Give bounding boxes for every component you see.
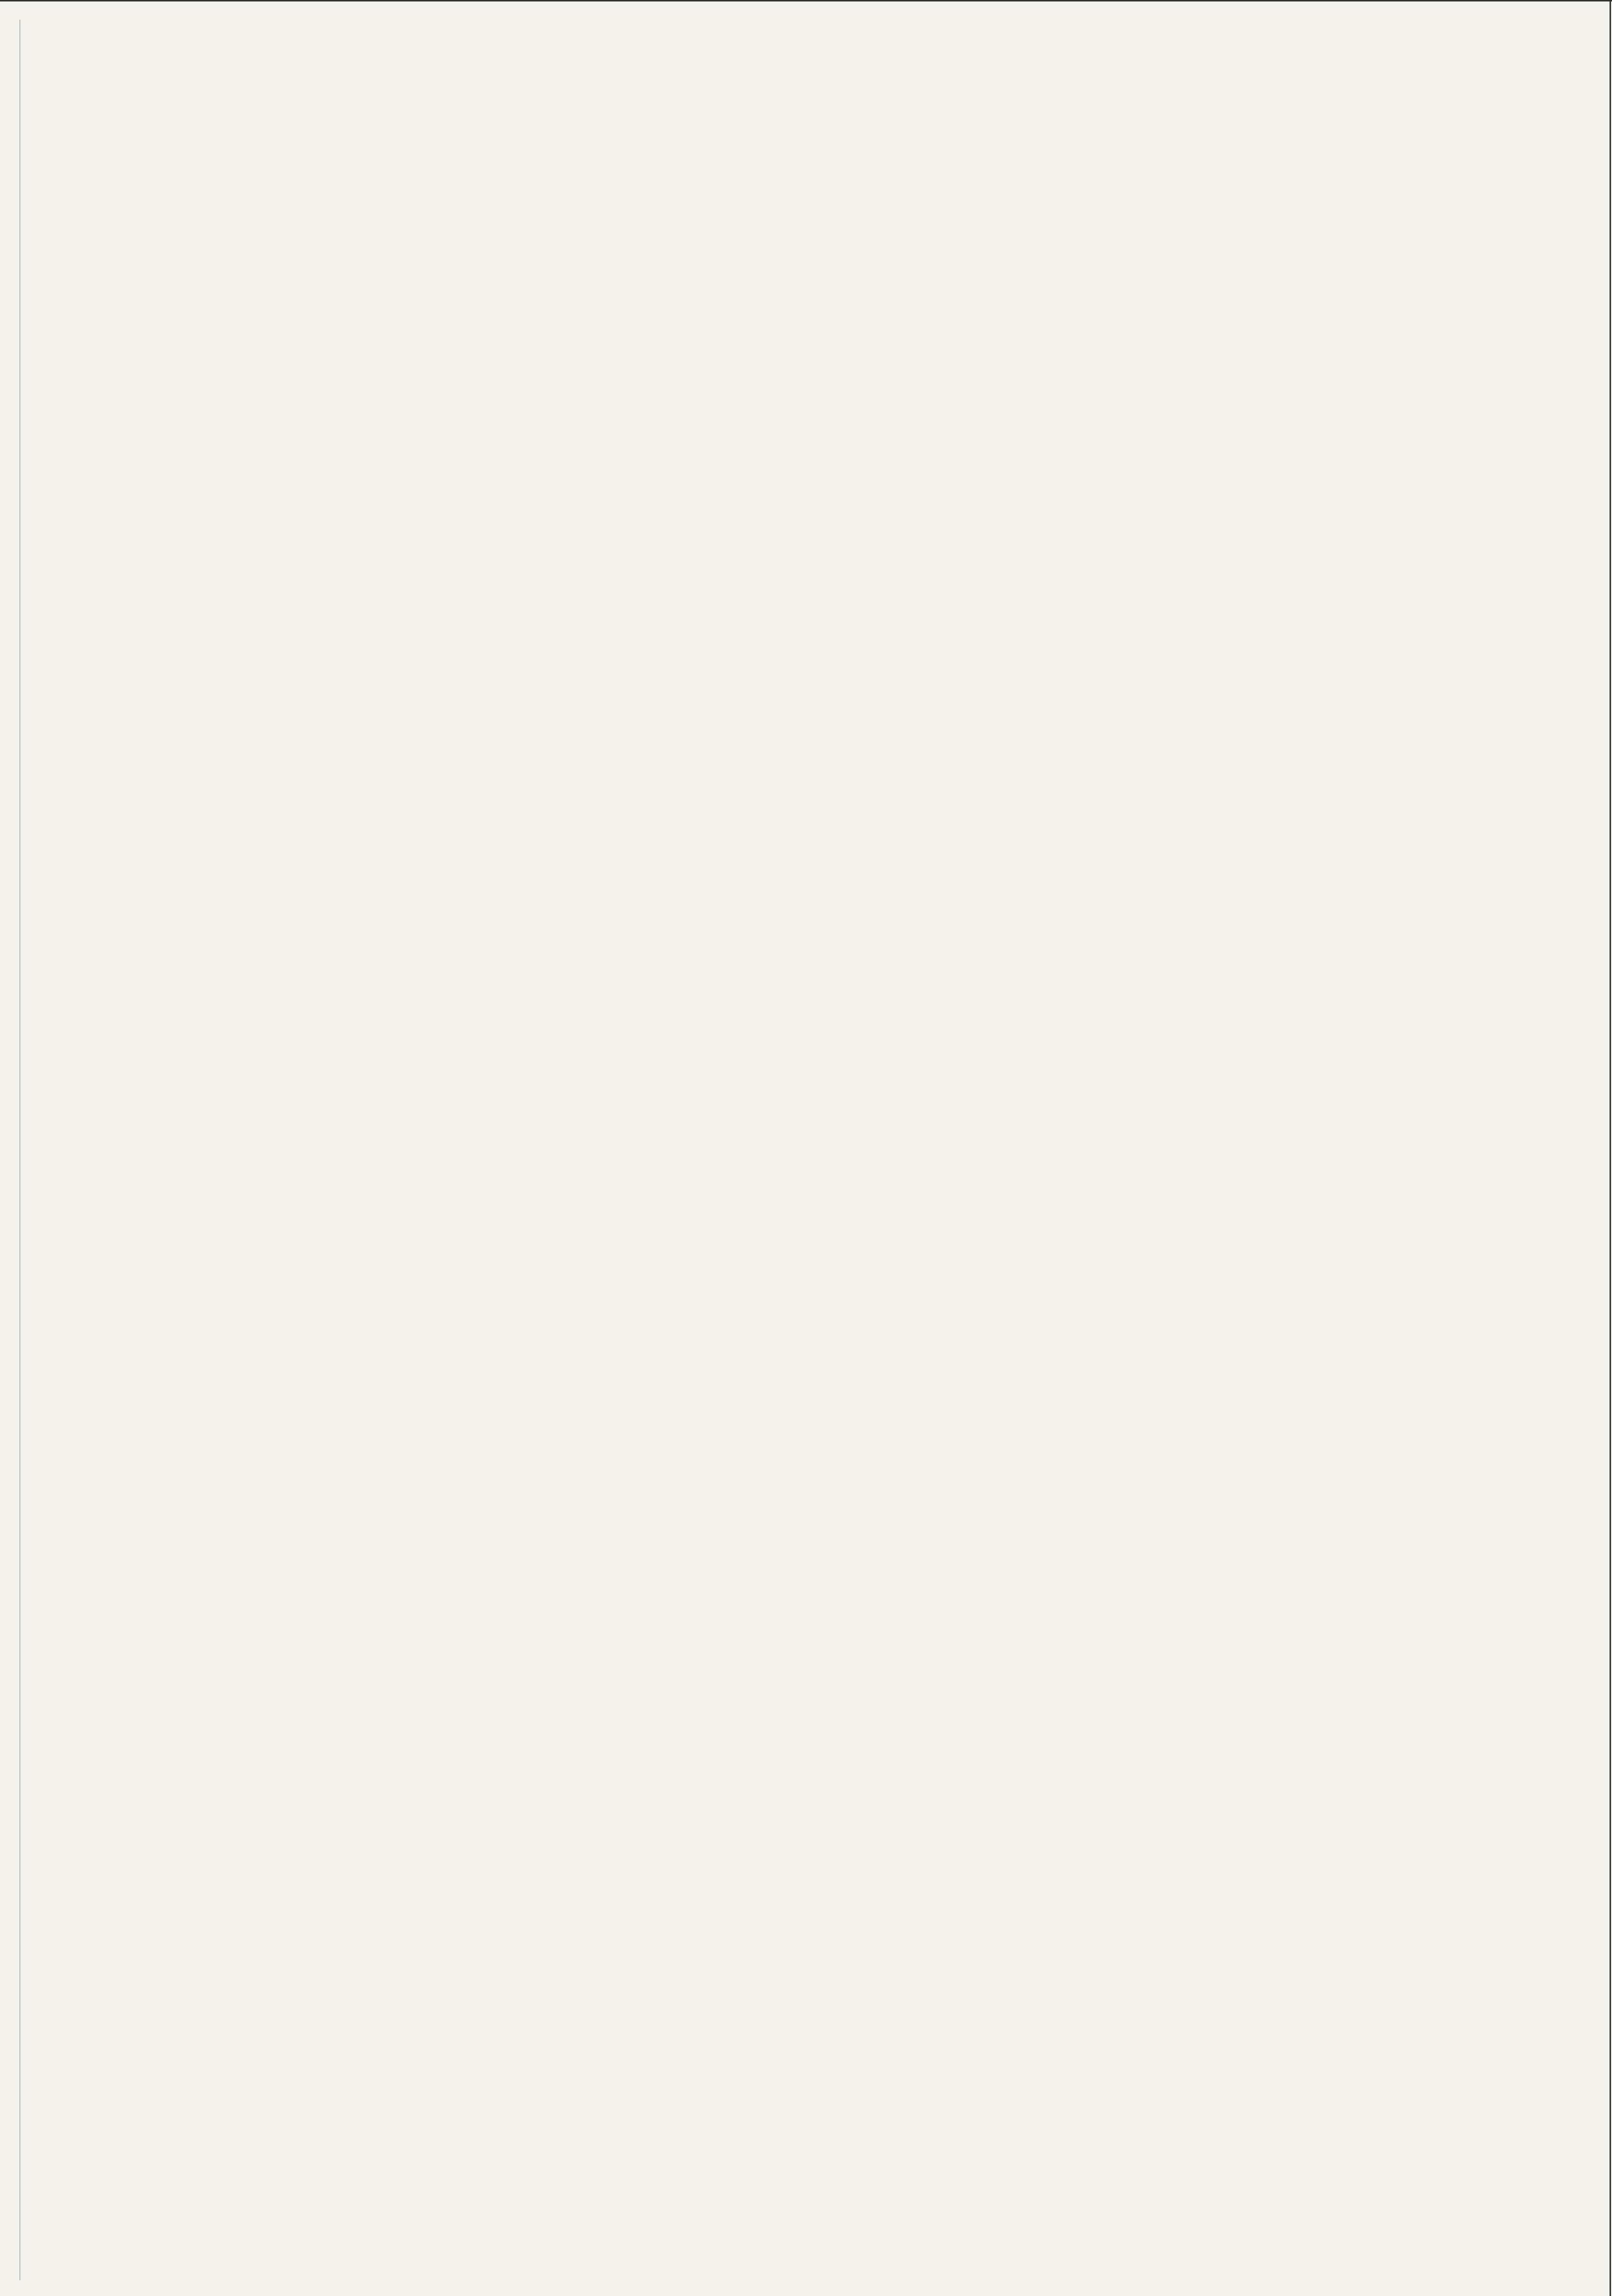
- newspaper-page: [1592, 39, 1612, 2280]
- scan-top-border: [0, 0, 1612, 1]
